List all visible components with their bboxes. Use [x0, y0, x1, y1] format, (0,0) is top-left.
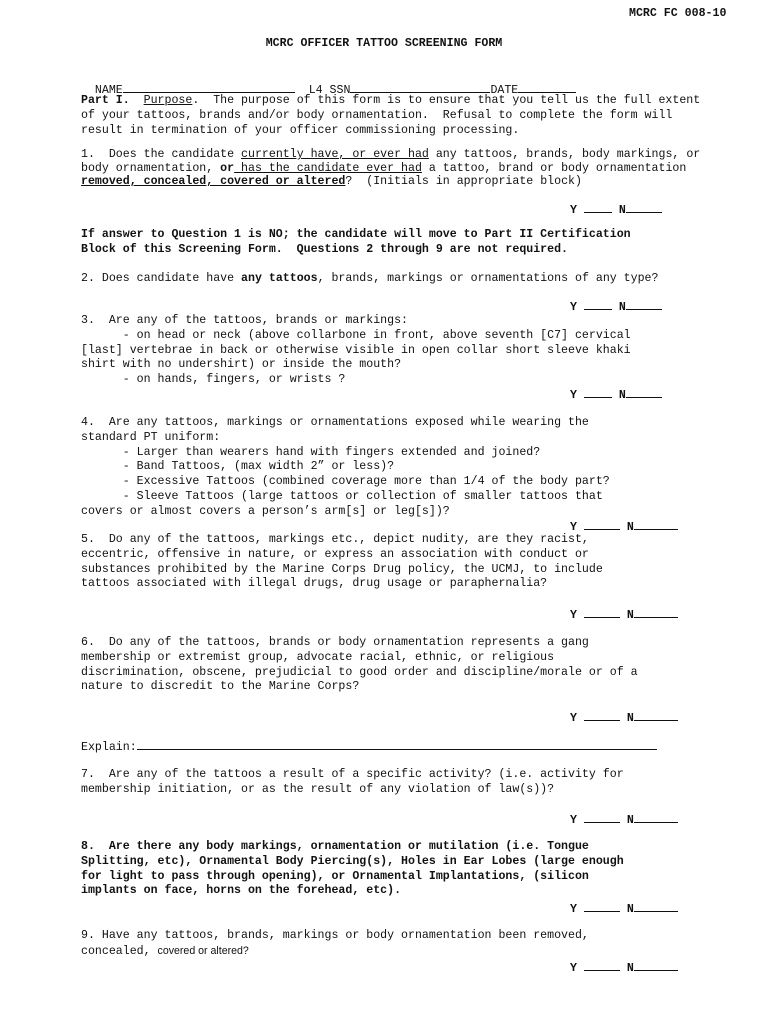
question-4: 4. Are any tattoos, markings or ornamentations exposed while wearing the standard PT uniform: - Larger than wearers hand with fingers extended and joined? - Band Tattoos, (max width 2” or less)? - Excessive Tattoos (combined coverage more than 1/4 of the body part? - Sleeve Tattoos (large tattoos or collection of smaller tattoos that covers or almost covers a person’s arm[s] or leg[s])?: [81, 416, 610, 518]
q5-yes-no: Y N: [570, 606, 678, 622]
part1-purpose: Part I. Purpose. The purpose of this form is to ensure that you tell us the full extent of your tattoos, brands and/or body ornamentation. Refusal to complete the form will result in termination of your officer commissioning processing.: [81, 94, 701, 137]
notice: If answer to Question 1 is NO; the candidate will move to Part II Certification Block of this Screening Form. Questions 2 through 9 are not required.: [81, 228, 631, 256]
q3-no-blank[interactable]: [626, 386, 662, 398]
q8-yes-blank[interactable]: [584, 900, 620, 912]
q9-yes-no: Y N: [570, 959, 678, 975]
q1-no-blank[interactable]: [626, 201, 662, 213]
question-3: 3. Are any of the tattoos, brands or markings: - on head or neck (above collarbone in front, above seventh [C7] cervical [last] vertebrae in back or otherwise visible in open collar short sleeve khaki shirt with no undershirt) or inside the mouth? - on hands, fingers, or wrists ?: [81, 314, 631, 387]
q7-no-blank[interactable]: [634, 811, 678, 823]
q6-yes-no: Y N: [570, 709, 678, 725]
q7-yes-no: Y N: [570, 811, 678, 827]
q1-yes-no: Y N: [570, 201, 662, 217]
form-title: MCRC OFFICER TATTOO SCREENING FORM: [265, 37, 503, 50]
question-1: 1. Does the candidate currently have, or ever had any tattoos, brands, body markings, or body ornamentation, or has the candidate ever had a tattoo, brand or body ornamentation removed, concealed, covered or altered? (Initials in appropriate block): [81, 148, 701, 188]
q9-yes-blank[interactable]: [584, 959, 620, 971]
q2-no-blank[interactable]: [626, 298, 662, 310]
q4-yes-blank[interactable]: [584, 518, 620, 530]
form-number: MCRC FC 008-10: [629, 7, 727, 20]
q3-yes-no: Y N: [570, 386, 662, 402]
question-5: 5. Do any of the tattoos, markings etc., depict nudity, are they racist, eccentric, offensive in nature, or express an association with conduct or substances prohibited by the Marine Corps Drug policy, the UCMJ, to include tattoos associated with illegal drugs, drug usage or paraphernalia?: [81, 533, 603, 591]
question-9: 9. Have any tattoos, brands, markings or body ornamentation been removed, concealed, covered or altered?: [81, 929, 589, 958]
question-6: 6. Do any of the tattoos, brands or body ornamentation represents a gang membership or extremist group, advocate racial, ethnic, or religious discrimination, obscene, prejudicial to good order and discipline/morale or of a nature to discredit to the Marine Corps?: [81, 636, 638, 694]
q8-yes-no: Y N: [570, 900, 678, 916]
q2-yes-blank[interactable]: [584, 298, 612, 310]
q5-yes-blank[interactable]: [584, 606, 620, 618]
q6-no-blank[interactable]: [634, 709, 678, 721]
q1-yes-blank[interactable]: [584, 201, 612, 213]
q5-no-blank[interactable]: [634, 606, 678, 618]
ssn-label: L4 SSN: [308, 83, 351, 97]
q8-no-blank[interactable]: [634, 900, 678, 912]
q7-yes-blank[interactable]: [584, 811, 620, 823]
date-label: DATE: [490, 83, 519, 97]
q2-yes-no: Y N: [570, 298, 662, 314]
name-label: NAME: [94, 83, 123, 97]
explain-row: [81, 738, 657, 756]
explain-field[interactable]: [137, 738, 657, 750]
question-2: 2. Does candidate have any tattoos, brands, markings or ornamentations of any type?: [81, 272, 659, 285]
q4-yes-no: Y N: [570, 518, 678, 534]
ssn-field[interactable]: [350, 81, 490, 93]
question-8: 8. Are there any body markings, ornamentation or mutilation (i.e. Tongue Splitting, etc), Ornamental Body Piercing(s), Holes in Ear Lobes (large enough for light to pass through opening), or Ornamental Implantations, (silicon implants on face, horns on the forehead, etc).: [81, 840, 624, 898]
q4-no-blank[interactable]: [634, 518, 678, 530]
q6-yes-blank[interactable]: [584, 709, 620, 721]
question-7: 7. Are any of the tattoos a result of a specific activity? (i.e. activity for membership initiation, or as the result of any violation of law(s))?: [81, 768, 624, 796]
explain-label: Explain:: [81, 741, 137, 754]
q9-no-blank[interactable]: [634, 959, 678, 971]
date-field[interactable]: [518, 81, 576, 93]
name-field[interactable]: [123, 81, 295, 93]
q3-yes-blank[interactable]: [584, 386, 612, 398]
